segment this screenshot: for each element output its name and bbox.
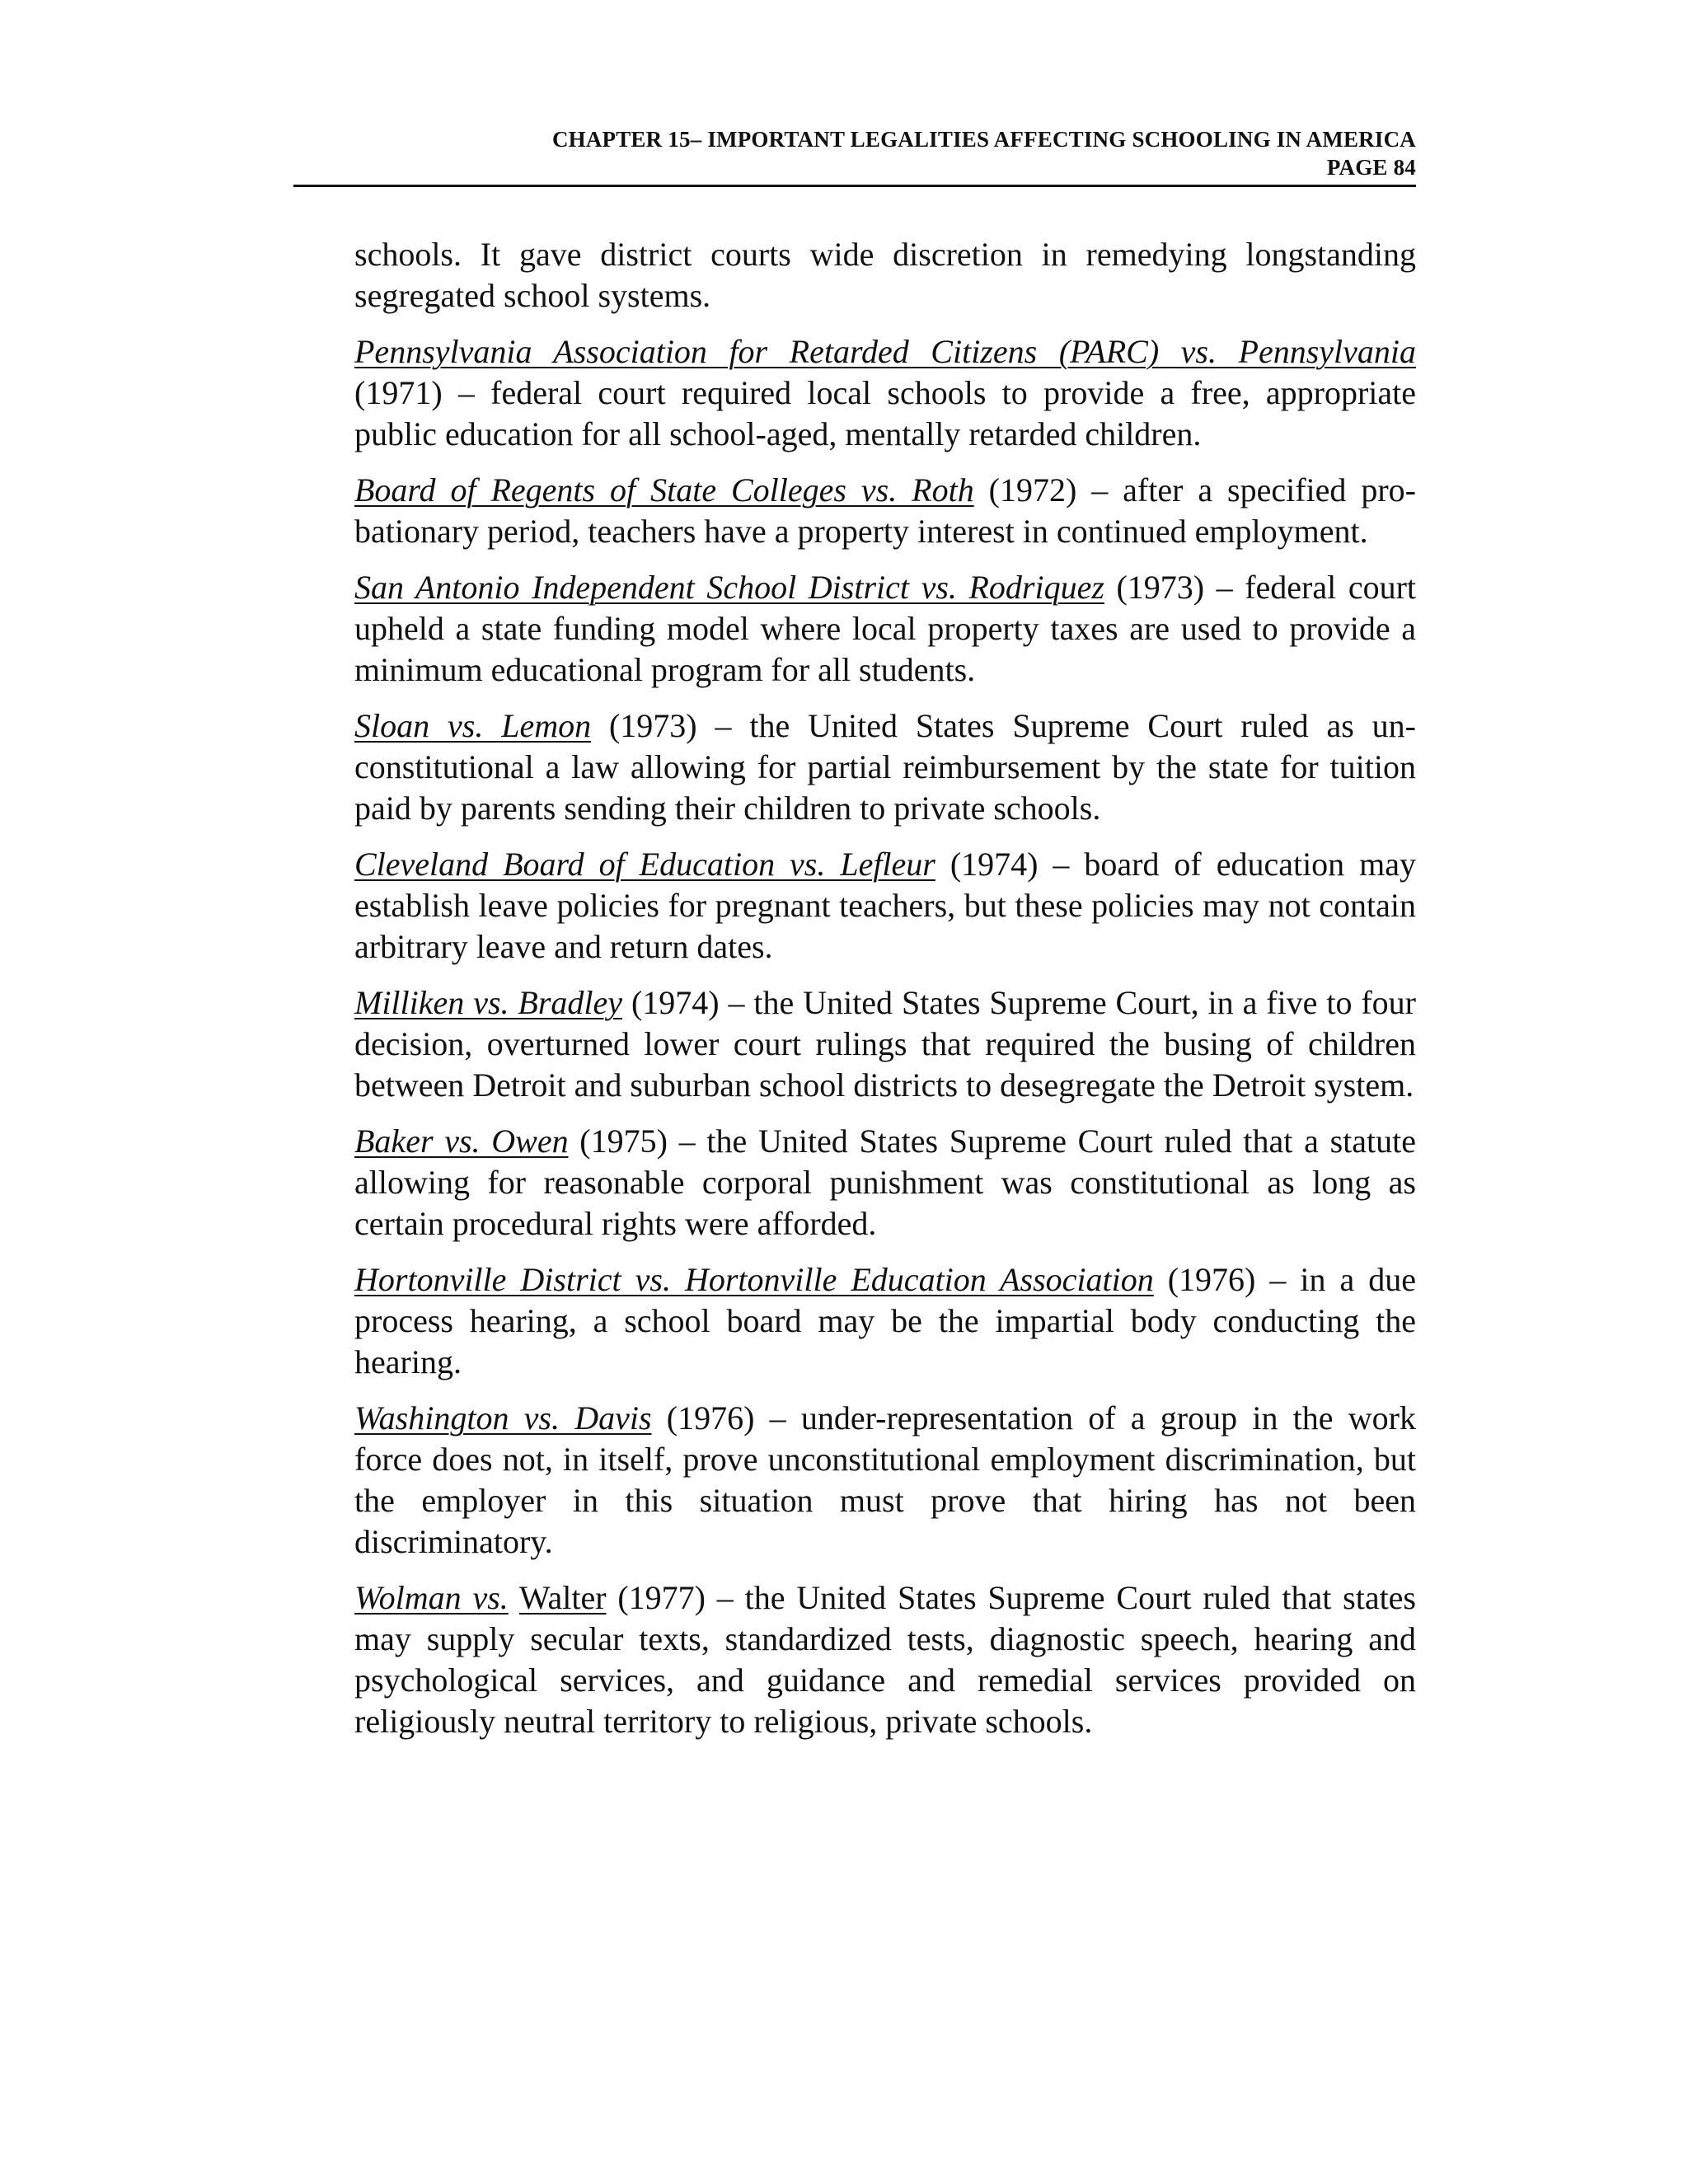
case-name: Pennsylvania Association for Retarded Citizens (PARC) vs. Pennsylvania [354, 333, 1416, 370]
case-name: Cleveland Board of Education vs. Lefleur [354, 846, 935, 883]
intro-paragraph: schools. It gave district courts wide discretion in remedying longstanding segregated school systems. [354, 236, 1416, 314]
case-description: (1972) – after a specified probationary period, teachers have a property interest in continued employment. [354, 471, 1416, 550]
case-description: (1974) – board of education may establish leave policies for pregnant teachers, but these policies may not contain arbitrary leave and return dates. [354, 846, 1417, 965]
case-description: (1977) – the United States Supreme Court ruled that states may supply secular texts, standardized tests, diagnostic speech, hearing and psychological services, and guidance and remedial services provided on religiously neutral territory to religious, private schools. [354, 1579, 1417, 1740]
case-entry [354, 1577, 1416, 1742]
case-entry [354, 1398, 1416, 1563]
case-name: Board of Regents of State Colleges vs. Roth [354, 471, 974, 509]
case-entry [354, 844, 1416, 968]
case-name: San Antonio Independent School District vs. Rodriquez [354, 569, 1104, 606]
case-name: Washington vs. Davis [354, 1399, 652, 1436]
case-entry [354, 705, 1416, 829]
case-description: (1973) – federal court upheld a state funding model where local property taxes are used to provide a minimum educational program for all students. [354, 569, 1417, 688]
case-name: Sloan vs. Lemon [354, 707, 592, 744]
case-description: (1973) – the United States Supreme Court ruled as unconstitutional a law allowing for partial reimbursement by the state for tuition paid by parents sending their children to private schools. [354, 707, 1416, 827]
body-text [354, 234, 1416, 1757]
case-description: (1976) – under-representation of a group in the work force does not, in itself, prove unconstitutional employment discrimination, but the employer in this situation must prove that hiring has not been discriminatory. [354, 1399, 1416, 1560]
case-entry [354, 567, 1416, 691]
case-entry [354, 331, 1416, 455]
case-description: (1975) – the United States Supreme Court ruled that a statute allowing for reasonable corporal punishment was constitutional as long as certain procedural rights were afforded. [354, 1122, 1416, 1242]
case-entry [354, 982, 1416, 1106]
case-name: Baker vs. Owen [354, 1122, 569, 1160]
case-name-plain: Walter [518, 1579, 607, 1616]
case-name: Hortonville District vs. Hortonville Education Association [354, 1261, 1154, 1298]
case-name: Milliken vs. Bradley [354, 984, 623, 1021]
case-entry [354, 1259, 1416, 1383]
case-entry [354, 1121, 1416, 1244]
case-description: (1976) – in a due process hearing, a school board may be the impartial body conducting the hearing. [354, 1261, 1416, 1380]
chapter-title: CHAPTER 15– IMPORTANT LEGALITIES AFFECTING SCHOOLING IN AMERICA [551, 127, 1416, 152]
case-description: (1974) – the United States Supreme Court, in a five to four decision, overturned lower court rulings that required the busing of children between Detroit and suburban school districts to desegregate the Detroit system. [354, 984, 1416, 1104]
case-description: (1971) – federal court required local schools to provide a free, appropriate public education for all school-aged, mentally retarded children. [354, 374, 1416, 452]
running-header [293, 125, 1416, 181]
case-entry [354, 470, 1416, 552]
case-name: Wolman vs. [354, 1579, 509, 1616]
page-number: PAGE 84 [1326, 155, 1416, 180]
header-rule [293, 185, 1416, 187]
